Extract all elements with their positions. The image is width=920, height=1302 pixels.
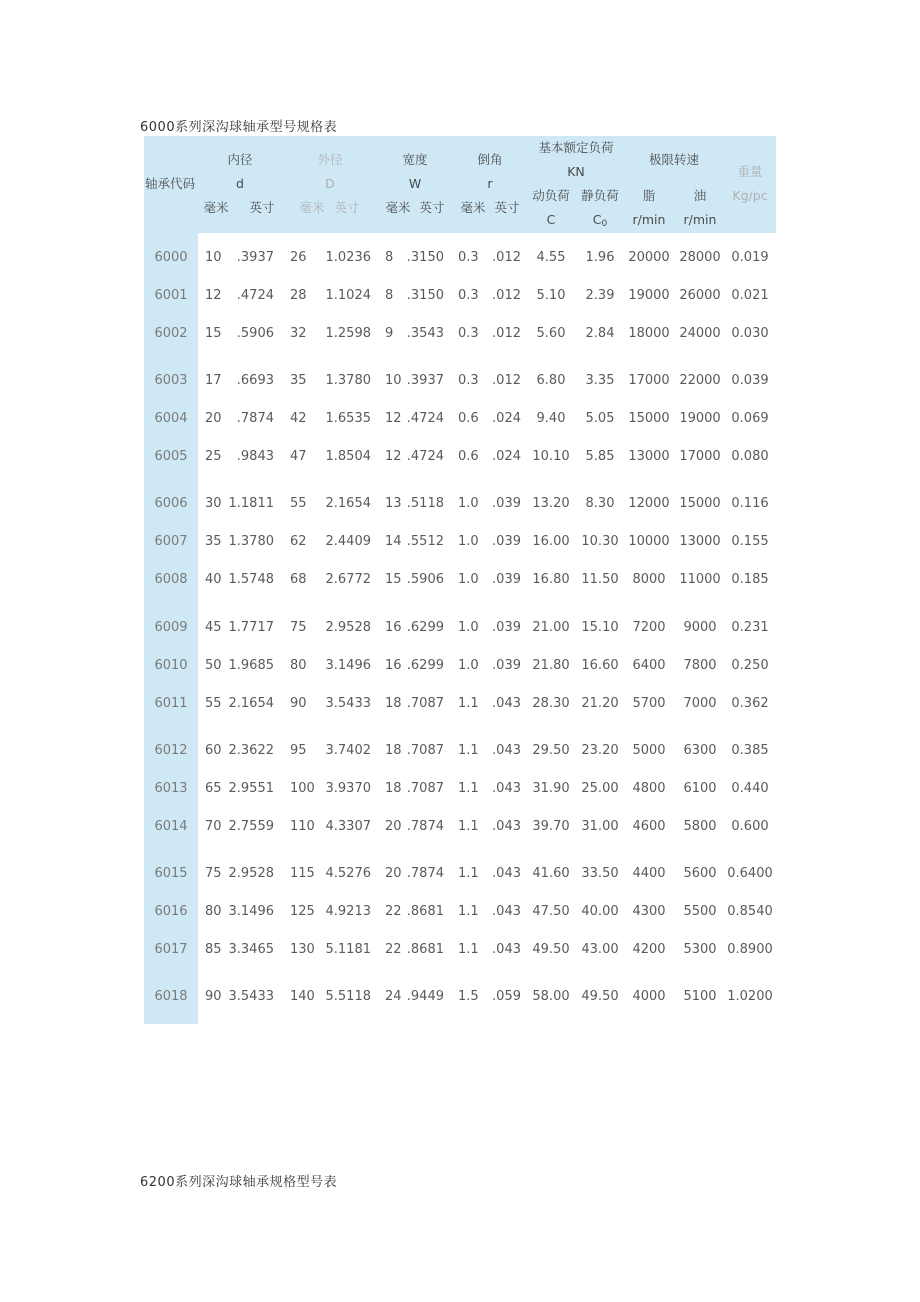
- cell-chamfer-mm: 1.0: [458, 572, 479, 587]
- cell-inner-inch: .5906: [236, 326, 274, 341]
- cell-grease-speed: 19000: [628, 288, 670, 303]
- cell-width-mm: 14: [385, 534, 402, 549]
- header-load-label: 基本额定负荷: [538, 140, 614, 155]
- cell-grease-speed: 4600: [632, 819, 666, 834]
- cell-width-mm: 15: [385, 572, 402, 587]
- cell-dynamic-load: 16.80: [532, 572, 570, 587]
- cell-inner-inch: .9843: [236, 449, 274, 464]
- cell-chamfer-inch: .024: [492, 449, 521, 464]
- cell-width-mm: 13: [385, 496, 402, 511]
- cell-static-load: 2.39: [585, 288, 615, 303]
- cell-width-inch: .9449: [406, 989, 444, 1004]
- cell-chamfer-mm: 1.0: [458, 658, 479, 673]
- cell-weight: 0.155: [731, 534, 769, 549]
- cell-dynamic-load: 21.80: [532, 658, 570, 673]
- next-table-title: 6200系列深沟球轴承规格型号表: [140, 1175, 338, 1190]
- cell-inner-mm: 80: [205, 904, 222, 919]
- cell-chamfer-mm: 1.1: [458, 781, 479, 796]
- cell-outer-inch: 1.0236: [325, 250, 371, 265]
- cell-width-mm: 18: [385, 696, 402, 711]
- cell-chamfer-mm: 0.3: [458, 326, 479, 341]
- header-inner-inch: 英寸: [249, 200, 275, 215]
- cell-outer-inch: 4.3307: [325, 819, 371, 834]
- cell-outer-mm: 100: [290, 781, 315, 796]
- cell-grease-speed: 4400: [632, 866, 666, 881]
- cell-outer-inch: 1.2598: [325, 326, 371, 341]
- cell-oil-speed: 22000: [679, 373, 721, 388]
- header-load-unit: KN: [567, 164, 585, 179]
- cell-outer-inch: 5.1181: [325, 942, 371, 957]
- cell-grease-speed: 13000: [628, 449, 670, 464]
- cell-outer-mm: 80: [290, 658, 307, 673]
- cell-static-load: 25.00: [581, 781, 619, 796]
- cell-static-load: 3.35: [585, 373, 615, 388]
- cell-outer-inch: 3.5433: [325, 696, 371, 711]
- cell-width-inch: .8681: [406, 904, 444, 919]
- cell-dynamic-load: 4.55: [536, 250, 566, 265]
- cell-chamfer-inch: .043: [492, 819, 521, 834]
- cell-chamfer-inch: .039: [492, 496, 521, 511]
- cell-static-load: 5.85: [585, 449, 615, 464]
- cell-oil-speed: 5300: [683, 942, 717, 957]
- cell-oil-speed: 7000: [683, 696, 717, 711]
- cell-weight: 0.069: [731, 411, 769, 426]
- cell-code: 6017: [154, 942, 188, 957]
- header-load-dynamic-symbol: C: [546, 212, 556, 227]
- cell-inner-mm: 55: [205, 696, 222, 711]
- cell-code: 6001: [154, 288, 188, 303]
- cell-grease-speed: 8000: [632, 572, 666, 587]
- cell-width-inch: .6299: [406, 620, 444, 635]
- header-chamfer-mm: 毫米: [460, 200, 486, 215]
- cell-dynamic-load: 49.50: [532, 942, 570, 957]
- cell-weight: 0.185: [731, 572, 769, 587]
- cell-dynamic-load: 9.40: [536, 411, 566, 426]
- cell-oil-speed: 5500: [683, 904, 717, 919]
- cell-width-inch: .3150: [406, 250, 444, 265]
- cell-inner-inch: 2.7559: [228, 819, 274, 834]
- cell-outer-mm: 42: [290, 411, 307, 426]
- cell-dynamic-load: 13.20: [532, 496, 570, 511]
- cell-weight: 0.030: [731, 326, 769, 341]
- cell-chamfer-inch: .012: [492, 373, 521, 388]
- cell-chamfer-inch: .043: [492, 942, 521, 957]
- cell-oil-speed: 6100: [683, 781, 717, 796]
- cell-weight: 1.0200: [727, 989, 773, 1004]
- cell-chamfer-mm: 1.1: [458, 942, 479, 957]
- cell-width-mm: 12: [385, 449, 402, 464]
- cell-outer-mm: 110: [290, 819, 315, 834]
- cell-width-inch: .7087: [406, 781, 444, 796]
- header-speed-oil: 油: [693, 188, 707, 203]
- cell-inner-inch: 1.5748: [228, 572, 274, 587]
- cell-outer-inch: 2.6772: [325, 572, 371, 587]
- cell-chamfer-inch: .039: [492, 620, 521, 635]
- cell-width-mm: 24: [385, 989, 402, 1004]
- cell-outer-inch: 1.3780: [325, 373, 371, 388]
- cell-code: 6018: [154, 989, 188, 1004]
- cell-inner-mm: 70: [205, 819, 222, 834]
- cell-chamfer-inch: .043: [492, 866, 521, 881]
- cell-static-load: 2.84: [585, 326, 615, 341]
- cell-grease-speed: 18000: [628, 326, 670, 341]
- cell-static-load: 49.50: [581, 989, 619, 1004]
- cell-grease-speed: 4300: [632, 904, 666, 919]
- cell-weight: 0.8900: [727, 942, 773, 957]
- header-inner-symbol: d: [236, 176, 244, 191]
- cell-oil-speed: 26000: [679, 288, 721, 303]
- cell-inner-mm: 45: [205, 620, 222, 635]
- cell-dynamic-load: 5.10: [536, 288, 566, 303]
- cell-width-mm: 9: [385, 326, 394, 341]
- cell-chamfer-mm: 1.0: [458, 534, 479, 549]
- cell-outer-inch: 4.5276: [325, 866, 371, 881]
- header-chamfer-symbol: r: [487, 176, 493, 191]
- cell-chamfer-inch: .043: [492, 743, 521, 758]
- cell-static-load: 10.30: [581, 534, 619, 549]
- cell-chamfer-mm: 1.1: [458, 696, 479, 711]
- cell-dynamic-load: 28.30: [532, 696, 570, 711]
- cell-weight: 0.080: [731, 449, 769, 464]
- cell-outer-mm: 32: [290, 326, 307, 341]
- cell-oil-speed: 5100: [683, 989, 717, 1004]
- cell-outer-inch: 3.7402: [325, 743, 371, 758]
- cell-inner-mm: 20: [205, 411, 222, 426]
- cell-width-inch: .7874: [406, 866, 444, 881]
- header-width-label: 宽度: [402, 152, 428, 167]
- cell-oil-speed: 7800: [683, 658, 717, 673]
- header-outer-symbol: D: [325, 176, 335, 191]
- cell-oil-speed: 19000: [679, 411, 721, 426]
- cell-width-mm: 10: [385, 373, 402, 388]
- cell-width-mm: 18: [385, 743, 402, 758]
- cell-width-mm: 22: [385, 942, 402, 957]
- cell-inner-inch: 2.9528: [228, 866, 274, 881]
- cell-code: 6003: [154, 373, 188, 388]
- cell-grease-speed: 4000: [632, 989, 666, 1004]
- cell-outer-mm: 26: [290, 250, 307, 265]
- cell-code: 6013: [154, 781, 188, 796]
- cell-static-load: 31.00: [581, 819, 619, 834]
- cell-oil-speed: 24000: [679, 326, 721, 341]
- cell-outer-mm: 62: [290, 534, 307, 549]
- header-load-dynamic: 动负荷: [532, 188, 570, 203]
- cell-inner-mm: 10: [205, 250, 222, 265]
- cell-weight: 0.385: [731, 743, 769, 758]
- cell-outer-mm: 68: [290, 572, 307, 587]
- cell-outer-inch: 2.1654: [325, 496, 371, 511]
- cell-outer-inch: 4.9213: [325, 904, 371, 919]
- cell-chamfer-mm: 1.1: [458, 866, 479, 881]
- header-width-inch: 英寸: [419, 200, 445, 215]
- cell-outer-mm: 28: [290, 288, 307, 303]
- cell-oil-speed: 28000: [679, 250, 721, 265]
- cell-width-inch: .7087: [406, 743, 444, 758]
- cell-outer-inch: 5.5118: [325, 989, 371, 1004]
- cell-code: 6012: [154, 743, 188, 758]
- header-speed-label: 极限转速: [648, 152, 700, 167]
- cell-grease-speed: 5700: [632, 696, 666, 711]
- cell-code: 6008: [154, 572, 188, 587]
- cell-outer-mm: 125: [290, 904, 315, 919]
- cell-chamfer-mm: 1.0: [458, 496, 479, 511]
- cell-chamfer-mm: 1.1: [458, 904, 479, 919]
- cell-width-mm: 8: [385, 288, 394, 303]
- cell-chamfer-inch: .039: [492, 658, 521, 673]
- cell-width-mm: 18: [385, 781, 402, 796]
- header-speed-grease: 脂: [642, 188, 656, 203]
- cell-chamfer-inch: .012: [492, 288, 521, 303]
- cell-width-inch: .6299: [406, 658, 444, 673]
- cell-width-mm: 12: [385, 411, 402, 426]
- cell-inner-mm: 12: [205, 288, 222, 303]
- cell-inner-inch: 3.3465: [228, 942, 274, 957]
- cell-outer-mm: 115: [290, 866, 315, 881]
- cell-static-load: 8.30: [585, 496, 615, 511]
- header-load-static: 静负荷: [581, 188, 619, 203]
- cell-outer-mm: 35: [290, 373, 307, 388]
- cell-grease-speed: 15000: [628, 411, 670, 426]
- cell-width-inch: .8681: [406, 942, 444, 957]
- cell-width-inch: .3543: [406, 326, 444, 341]
- cell-grease-speed: 20000: [628, 250, 670, 265]
- cell-width-mm: 16: [385, 620, 402, 635]
- cell-weight: 0.116: [731, 496, 769, 511]
- cell-oil-speed: 9000: [683, 620, 717, 635]
- cell-outer-inch: 2.9528: [325, 620, 371, 635]
- cell-chamfer-mm: 1.1: [458, 743, 479, 758]
- cell-grease-speed: 7200: [632, 620, 666, 635]
- cell-inner-inch: 1.1811: [228, 496, 274, 511]
- cell-grease-speed: 4800: [632, 781, 666, 796]
- cell-static-load: 23.20: [581, 743, 619, 758]
- cell-dynamic-load: 10.10: [532, 449, 570, 464]
- cell-inner-inch: 2.9551: [228, 781, 274, 796]
- cell-static-load: 40.00: [581, 904, 619, 919]
- cell-outer-mm: 90: [290, 696, 307, 711]
- cell-chamfer-inch: .043: [492, 696, 521, 711]
- cell-chamfer-inch: .043: [492, 781, 521, 796]
- cell-inner-inch: .3937: [236, 250, 274, 265]
- cell-static-load: 11.50: [581, 572, 619, 587]
- header-load-static-symbol: $C_0$: [592, 212, 608, 229]
- cell-static-load: 15.10: [581, 620, 619, 635]
- cell-dynamic-load: 6.80: [536, 373, 566, 388]
- header-code: 轴承代码: [145, 176, 196, 191]
- cell-weight: 0.019: [731, 250, 769, 265]
- cell-code: 6015: [154, 866, 188, 881]
- cell-chamfer-inch: .059: [492, 989, 521, 1004]
- cell-grease-speed: 10000: [628, 534, 670, 549]
- header-inner-mm: 毫米: [203, 200, 229, 215]
- cell-static-load: 33.50: [581, 866, 619, 881]
- header-speed-oil-unit: r/min: [683, 212, 717, 227]
- cell-outer-mm: 95: [290, 743, 307, 758]
- cell-inner-inch: 1.3780: [228, 534, 274, 549]
- cell-dynamic-load: 5.60: [536, 326, 566, 341]
- cell-static-load: 1.96: [585, 250, 615, 265]
- cell-inner-mm: 85: [205, 942, 222, 957]
- cell-outer-mm: 47: [290, 449, 307, 464]
- cell-outer-inch: 3.9370: [325, 781, 371, 796]
- cell-dynamic-load: 29.50: [532, 743, 570, 758]
- cell-code: 6011: [154, 696, 188, 711]
- cell-width-inch: .4724: [406, 449, 444, 464]
- cell-code: 6000: [154, 250, 188, 265]
- cell-inner-inch: .6693: [236, 373, 274, 388]
- cell-dynamic-load: 16.00: [532, 534, 570, 549]
- header-outer-mm: 毫米: [299, 200, 325, 215]
- cell-chamfer-mm: 1.1: [458, 819, 479, 834]
- cell-chamfer-mm: 0.3: [458, 373, 479, 388]
- cell-dynamic-load: 21.00: [532, 620, 570, 635]
- cell-code: 6007: [154, 534, 188, 549]
- cell-width-mm: 16: [385, 658, 402, 673]
- cell-weight: 0.600: [731, 819, 769, 834]
- cell-outer-mm: 55: [290, 496, 307, 511]
- cell-width-inch: .7087: [406, 696, 444, 711]
- cell-width-inch: .7874: [406, 819, 444, 834]
- cell-grease-speed: 12000: [628, 496, 670, 511]
- cell-chamfer-mm: 0.6: [458, 411, 479, 426]
- cell-dynamic-load: 39.70: [532, 819, 570, 834]
- cell-code: 6009: [154, 620, 188, 635]
- cell-width-mm: 8: [385, 250, 394, 265]
- cell-weight: 0.6400: [727, 866, 773, 881]
- cell-chamfer-inch: .043: [492, 904, 521, 919]
- cell-weight: 0.362: [731, 696, 769, 711]
- cell-code: 6014: [154, 819, 188, 834]
- cell-dynamic-load: 41.60: [532, 866, 570, 881]
- cell-grease-speed: 6400: [632, 658, 666, 673]
- cell-width-mm: 20: [385, 819, 402, 834]
- cell-chamfer-mm: 1.5: [458, 989, 479, 1004]
- cell-code: 6004: [154, 411, 188, 426]
- cell-outer-inch: 1.8504: [325, 449, 371, 464]
- cell-width-mm: 20: [385, 866, 402, 881]
- cell-outer-inch: 3.1496: [325, 658, 371, 673]
- cell-width-mm: 22: [385, 904, 402, 919]
- cell-inner-inch: 2.3622: [228, 743, 274, 758]
- cell-static-load: 5.05: [585, 411, 615, 426]
- header-speed-grease-unit: r/min: [632, 212, 666, 227]
- cell-weight: 0.231: [731, 620, 769, 635]
- cell-static-load: 16.60: [581, 658, 619, 673]
- cell-dynamic-load: 47.50: [532, 904, 570, 919]
- page-title: 6000系列深沟球轴承型号规格表: [140, 120, 338, 135]
- cell-inner-mm: 75: [205, 866, 222, 881]
- cell-dynamic-load: 58.00: [532, 989, 570, 1004]
- cell-inner-inch: .7874: [236, 411, 274, 426]
- cell-chamfer-inch: .039: [492, 534, 521, 549]
- cell-inner-mm: 40: [205, 572, 222, 587]
- cell-grease-speed: 17000: [628, 373, 670, 388]
- cell-code: 6002: [154, 326, 188, 341]
- header-width-symbol: W: [408, 176, 422, 191]
- cell-inner-inch: .4724: [236, 288, 274, 303]
- cell-inner-inch: 2.1654: [228, 696, 274, 711]
- cell-oil-speed: 5800: [683, 819, 717, 834]
- cell-inner-mm: 50: [205, 658, 222, 673]
- cell-static-load: 21.20: [581, 696, 619, 711]
- cell-code: 6010: [154, 658, 188, 673]
- cell-inner-inch: 3.5433: [228, 989, 274, 1004]
- cell-grease-speed: 4200: [632, 942, 666, 957]
- cell-chamfer-inch: .012: [492, 326, 521, 341]
- header-outer-label: 外径: [317, 152, 343, 167]
- cell-dynamic-load: 31.90: [532, 781, 570, 796]
- cell-weight: 0.039: [731, 373, 769, 388]
- cell-chamfer-mm: 0.6: [458, 449, 479, 464]
- cell-width-inch: .4724: [406, 411, 444, 426]
- cell-width-inch: .3150: [406, 288, 444, 303]
- header-outer-inch: 英寸: [334, 200, 360, 215]
- header-inner-label: 内径: [227, 152, 253, 167]
- cell-inner-mm: 30: [205, 496, 222, 511]
- cell-inner-mm: 60: [205, 743, 222, 758]
- cell-chamfer-inch: .024: [492, 411, 521, 426]
- cell-weight: 0.8540: [727, 904, 773, 919]
- cell-outer-mm: 75: [290, 620, 307, 635]
- cell-width-inch: .5906: [406, 572, 444, 587]
- cell-oil-speed: 11000: [679, 572, 721, 587]
- cell-code: 6016: [154, 904, 188, 919]
- cell-inner-inch: 1.7717: [228, 620, 274, 635]
- cell-grease-speed: 5000: [632, 743, 666, 758]
- cell-outer-inch: 2.4409: [325, 534, 371, 549]
- cell-chamfer-inch: .012: [492, 250, 521, 265]
- cell-oil-speed: 15000: [679, 496, 721, 511]
- cell-outer-mm: 140: [290, 989, 315, 1004]
- header-chamfer-inch: 英寸: [494, 200, 520, 215]
- cell-oil-speed: 17000: [679, 449, 721, 464]
- cell-chamfer-inch: .039: [492, 572, 521, 587]
- header-chamfer-label: 倒角: [477, 152, 503, 167]
- cell-inner-mm: 90: [205, 989, 222, 1004]
- cell-inner-inch: 1.9685: [228, 658, 274, 673]
- cell-inner-mm: 65: [205, 781, 222, 796]
- cell-code: 6006: [154, 496, 188, 511]
- cell-inner-inch: 3.1496: [228, 904, 274, 919]
- cell-oil-speed: 13000: [679, 534, 721, 549]
- cell-width-inch: .5118: [406, 496, 444, 511]
- cell-inner-mm: 25: [205, 449, 222, 464]
- cell-inner-mm: 17: [205, 373, 222, 388]
- cell-oil-speed: 6300: [683, 743, 717, 758]
- header-weight-unit: Kg/pc: [732, 188, 768, 203]
- cell-weight: 0.440: [731, 781, 769, 796]
- cell-outer-inch: 1.1024: [325, 288, 371, 303]
- cell-width-inch: .5512: [406, 534, 444, 549]
- header-width-mm: 毫米: [385, 200, 411, 215]
- cell-static-load: 43.00: [581, 942, 619, 957]
- cell-chamfer-mm: 1.0: [458, 620, 479, 635]
- cell-chamfer-mm: 0.3: [458, 288, 479, 303]
- cell-chamfer-mm: 0.3: [458, 250, 479, 265]
- cell-code: 6005: [154, 449, 188, 464]
- cell-weight: 0.021: [731, 288, 769, 303]
- cell-outer-mm: 130: [290, 942, 315, 957]
- header-weight-label: 重量: [737, 164, 763, 179]
- cell-inner-mm: 15: [205, 326, 222, 341]
- cell-oil-speed: 5600: [683, 866, 717, 881]
- cell-outer-inch: 1.6535: [325, 411, 371, 426]
- cell-weight: 0.250: [731, 658, 769, 673]
- cell-width-inch: .3937: [406, 373, 444, 388]
- cell-inner-mm: 35: [205, 534, 222, 549]
